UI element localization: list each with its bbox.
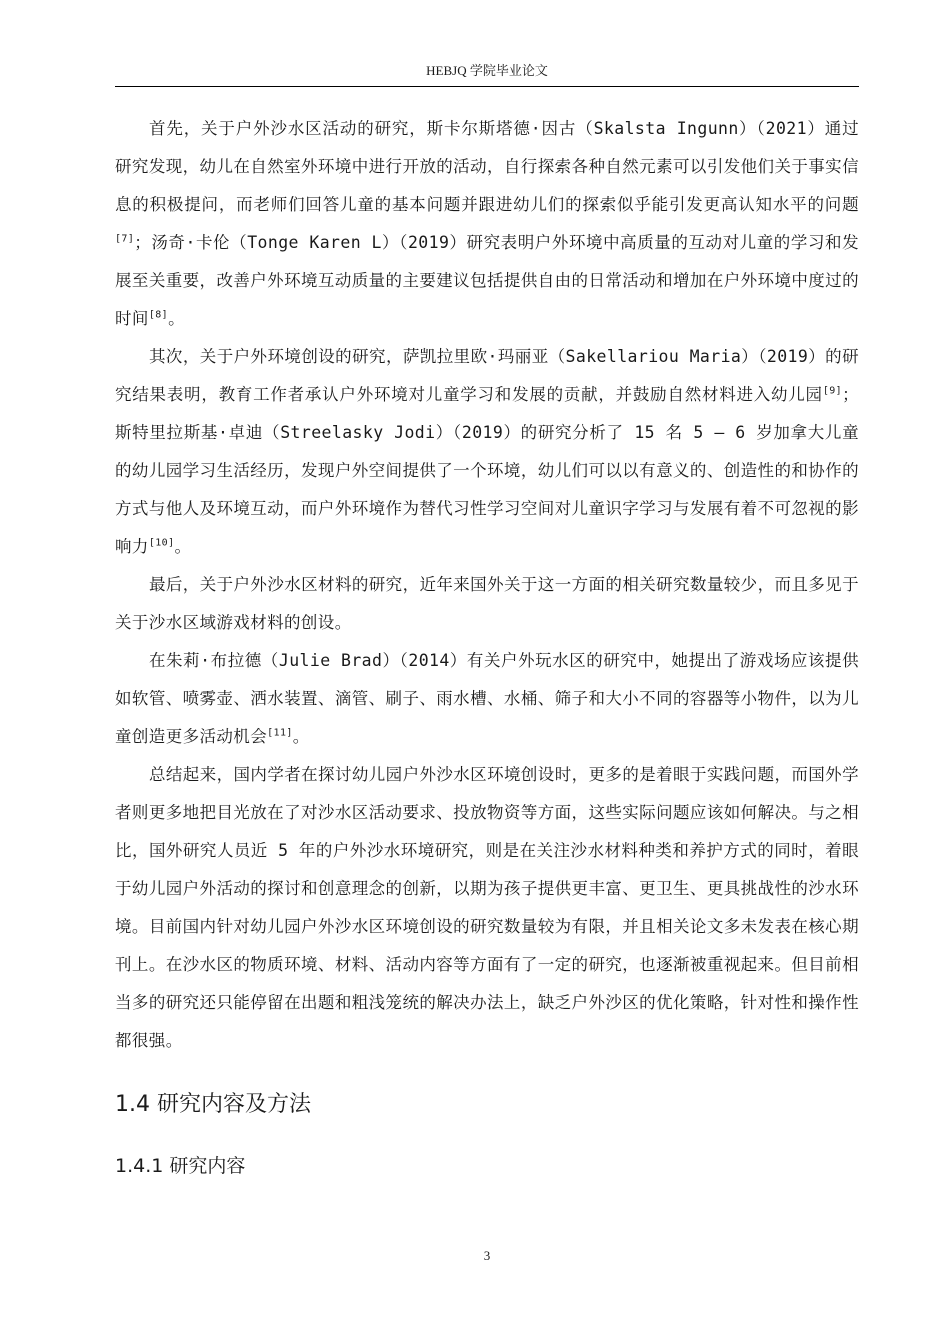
body-text	[115, 110, 859, 1060]
paragraph-text: 首先，关于户外沙水区活动的研究，斯卡尔斯塔德·因古（Skalsta Ingunn）（2021）通过研究发现，幼儿在自然室外环境中进行开放的活动，自行探索各种自然元素可以引发他们关于事实信息的积极提问，而老师们回答儿童的基本问题并跟进幼儿们的探索似乎能引发更高认知水平的问题	[115, 119, 859, 214]
body-paragraph	[115, 566, 859, 642]
page-header: HEBJQ 学院毕业论文	[426, 63, 548, 78]
body-paragraph	[115, 338, 859, 566]
header-divider	[115, 86, 859, 87]
paragraph-text: 。	[174, 537, 192, 556]
citation-reference: [9]	[822, 385, 843, 397]
paragraph-text: 其次，关于户外环境创设的研究，萨凯拉里欧·玛丽亚（Sakellariou Maria）（2019）的研究结果表明，教育工作者承认户外环境对儿童学习和发展的贡献，并鼓励自然材料进入幼儿园	[115, 347, 859, 404]
section-heading: 1.4 研究内容及方法	[115, 1092, 311, 1117]
paragraph-text: 总结起来，国内学者在探讨幼儿园户外沙水区环境创设时，更多的是着眼于实践问题，而国外学者则更多地把目光放在了对沙水区活动要求、投放物资等方面，这些实际问题应该如何解决。与之相比，国外研究人员近 5 年的户外沙水环境研究，则是在关注沙水材料种类和养护方式的同时，着眼于幼儿园户外活动的探讨和创意理念的创新，以期为孩子提供更丰富、更卫生、更具挑战性的沙水环境。目前国内针对幼儿园户外沙水区环境创设的研究数量较为有限，并且相关论文多未发表在核心期刊上。在沙水区的物质环境、材料、活动内容等方面有了一定的研究，也逐渐被重视起来。但目前相当多的研究还只能停留在出题和粗浅笼统的解决办法上，缺乏户外沙区的优化策略，针对性和操作性都很强。	[115, 765, 859, 1050]
citation-reference: [11]	[267, 727, 293, 739]
body-paragraph	[115, 756, 859, 1060]
citation-reference: [8]	[148, 309, 169, 321]
page-number: 3	[483, 1248, 491, 1263]
subsection-heading: 1.4.1 研究内容	[115, 1155, 246, 1177]
body-paragraph	[115, 642, 859, 756]
citation-reference: [7]	[115, 233, 135, 245]
paragraph-text: 在朱莉·布拉德（Julie Brad）（2014）有关户外玩水区的研究中，她提出了游戏场应该提供如软管、喷雾壶、洒水装置、滴管、刷子、雨水槽、水桶、筛子和大小不同的容器等小物件，以为儿童创造更多活动机会	[115, 651, 859, 746]
paragraph-text: 最后，关于户外沙水区材料的研究，近年来国外关于这一方面的相关研究数量较少，而且多见于关于沙水区域游戏材料的创设。	[115, 575, 859, 632]
paragraph-text: ；汤奇·卡伦（Tonge Karen L）（2019）研究表明户外环境中高质量的互动对儿童的学习和发展至关重要，改善户外环境互动质量的主要建议包括提供自由的日常活动和增加在户外环境中度过的时间	[115, 233, 859, 328]
paragraph-text: ；斯特里拉斯基·卓迪（Streelasky Jodi）（2019）的研究分析了 15 名 5 – 6 岁加拿大儿童的幼儿园学习生活经历，发现户外空间提供了一个环境，幼儿们可以以有意义的、创造性的和协作的方式与他人及环境互动，而户外环境作为替代习性学习空间对儿童识字学习与发展有着不可忽视的影响力	[115, 385, 859, 556]
paragraph-text: 。	[168, 309, 185, 328]
citation-reference: [10]	[148, 537, 175, 549]
paragraph-text: 。	[292, 727, 310, 746]
body-paragraph	[115, 110, 859, 338]
